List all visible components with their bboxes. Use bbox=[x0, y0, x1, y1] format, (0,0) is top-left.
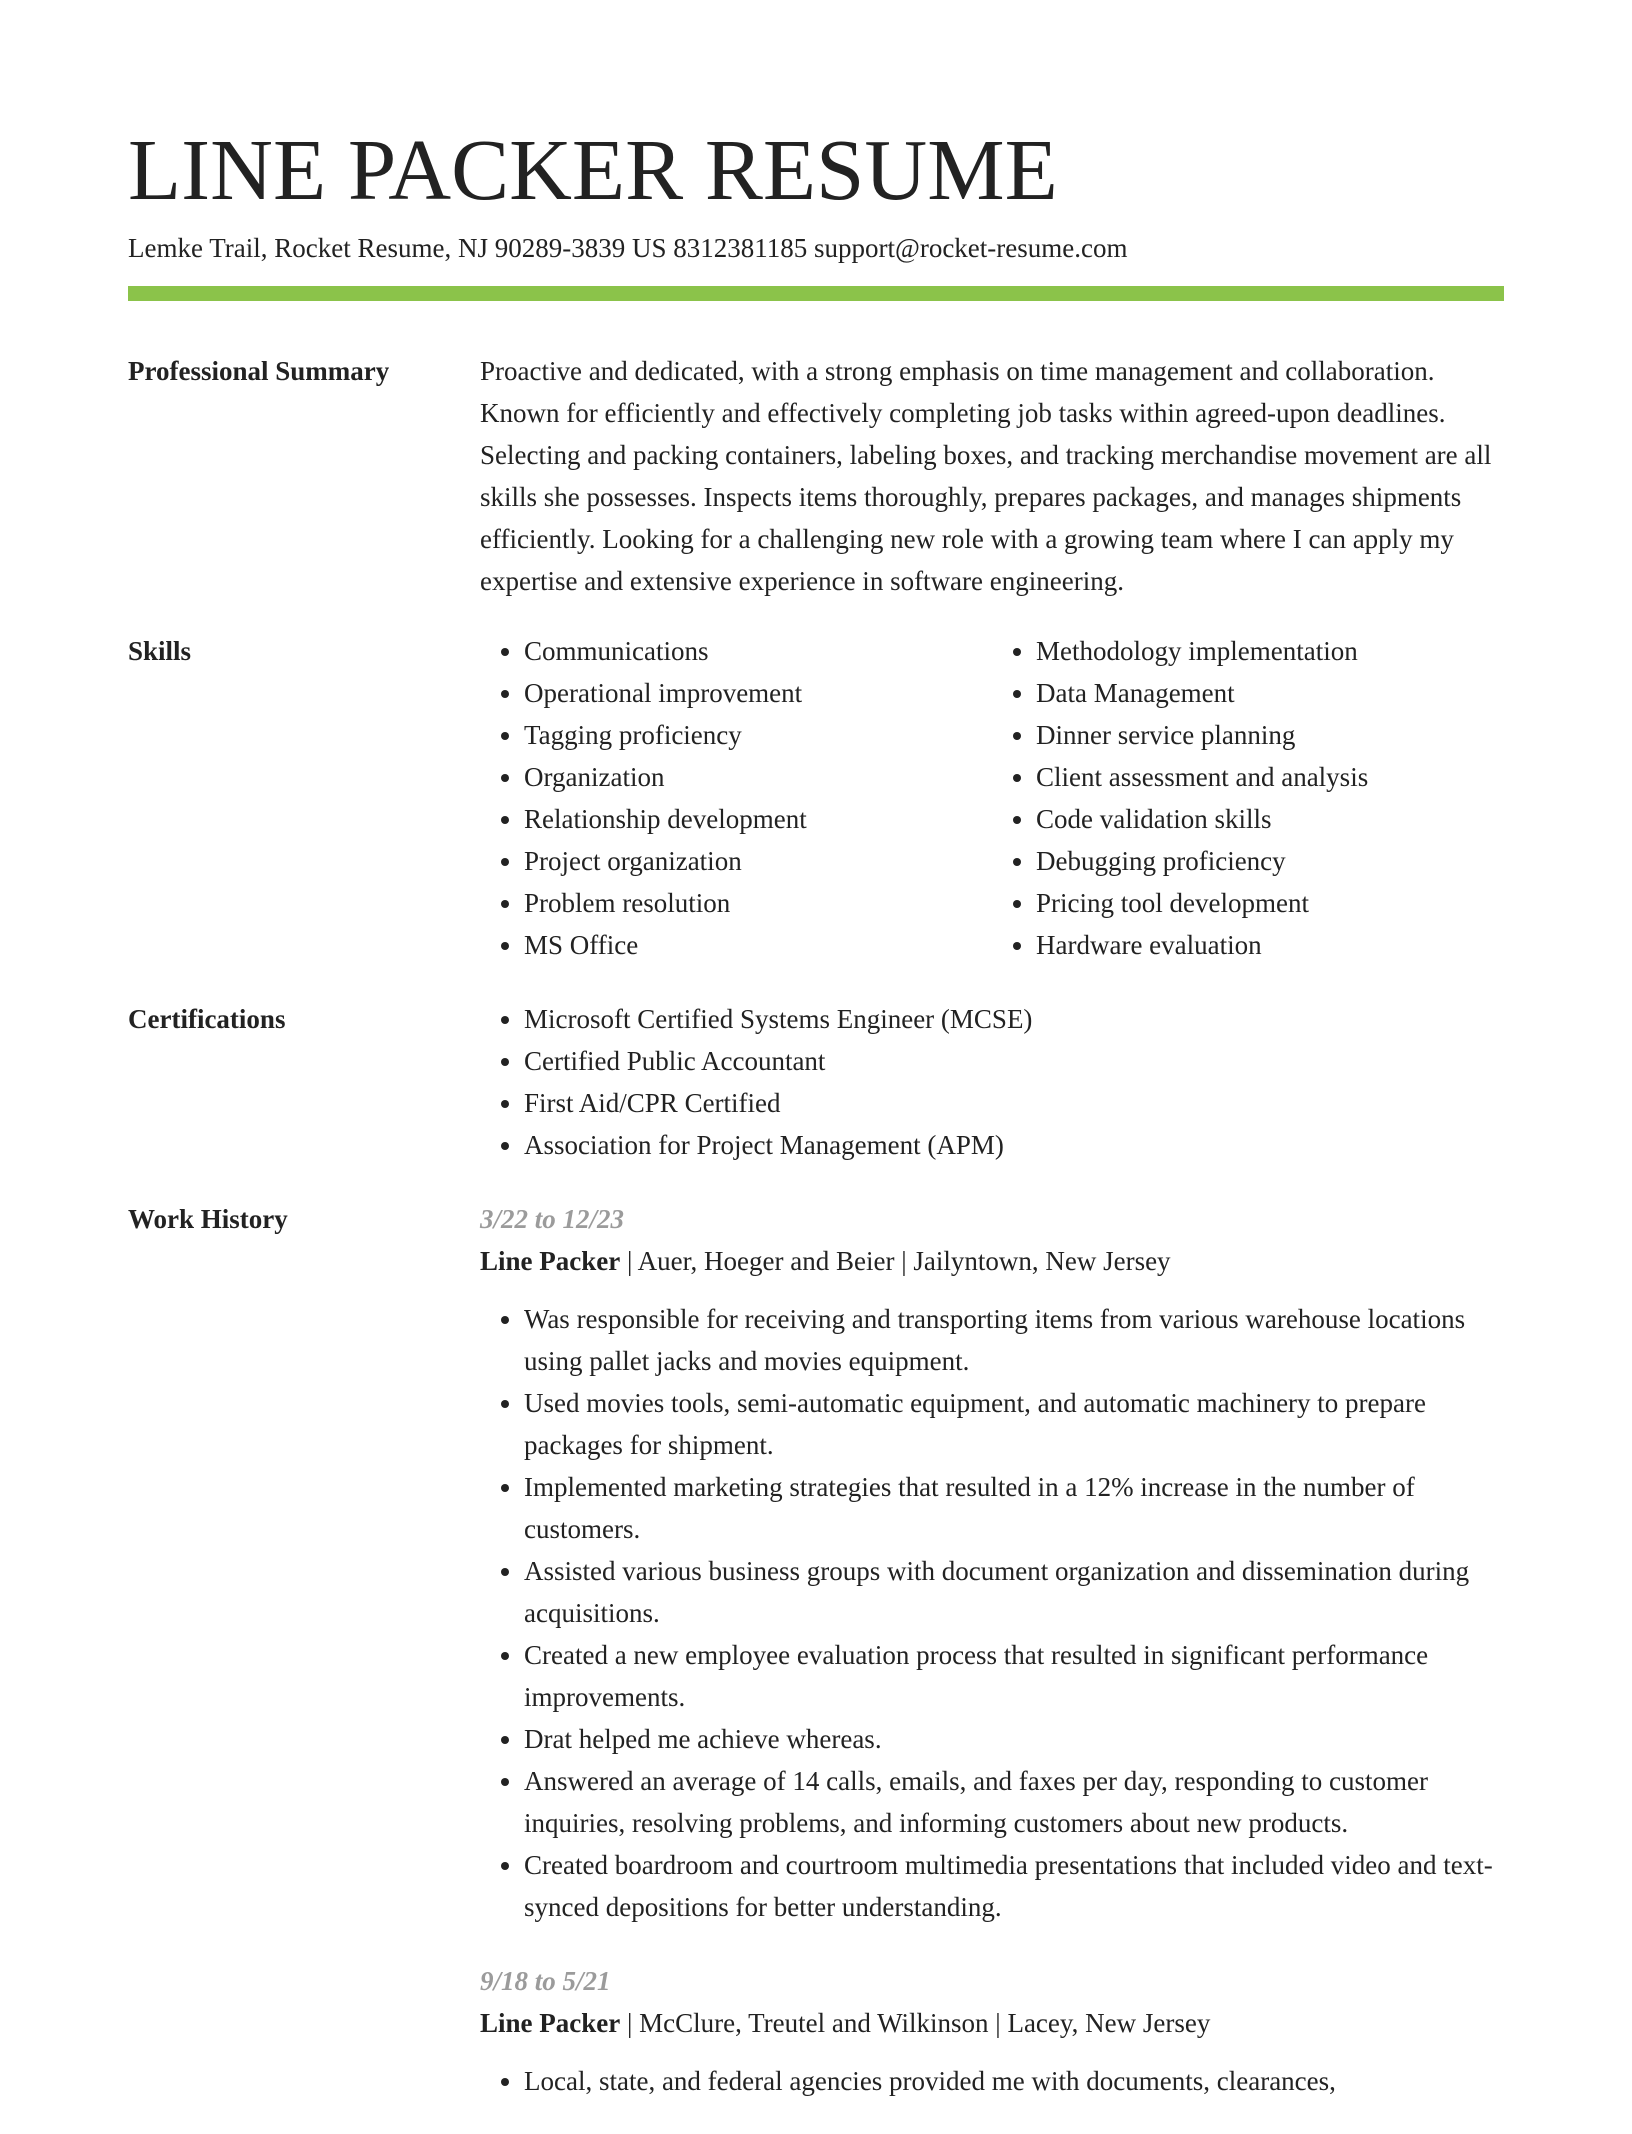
list-item: • Hardware evaluation bbox=[1036, 924, 1504, 966]
list-item: • Assisted various business groups with document organization and dissemination during acquisitions. bbox=[524, 1550, 1504, 1634]
list-item: • First Aid/CPR Certified bbox=[524, 1082, 1504, 1124]
certifications-body bbox=[480, 998, 1504, 1166]
job-heading bbox=[480, 1240, 1504, 1282]
job-dates: 9/18 to 5/21 bbox=[480, 1966, 611, 1996]
work-history-body bbox=[480, 1198, 1504, 2134]
certifications-label: Certifications bbox=[128, 1004, 286, 1034]
job-entry bbox=[480, 1960, 1504, 2102]
list-item: • Problem resolution bbox=[524, 882, 992, 924]
contact-line: Lemke Trail, Rocket Resume, NJ 90289-3839 US 8312381185 support@rocket-resume.com bbox=[128, 233, 1128, 263]
list-item: • Communications bbox=[524, 630, 992, 672]
list-item: • Used movies tools, semi-automatic equipment, and automatic machinery to prepare packages for shipment. bbox=[524, 1382, 1504, 1466]
job-title: Line Packer bbox=[480, 1246, 621, 1276]
job-heading bbox=[480, 2002, 1504, 2044]
list-item: • Created a new employee evaluation process that resulted in significant performance improvements. bbox=[524, 1634, 1504, 1718]
list-item: • Answered an average of 14 calls, emails, and faxes per day, responding to customer inquiries, resolving problems, and informing customers about new products. bbox=[524, 1760, 1504, 1844]
list-item: • Operational improvement bbox=[524, 672, 992, 714]
list-item: • Debugging proficiency bbox=[1036, 840, 1504, 882]
list-item: • Tagging proficiency bbox=[524, 714, 992, 756]
list-item: • MS Office bbox=[524, 924, 992, 966]
job-dates: 3/22 to 12/23 bbox=[480, 1204, 625, 1234]
list-item: • Certified Public Accountant bbox=[524, 1040, 1504, 1082]
list-item: • Association for Project Management (APM) bbox=[524, 1124, 1504, 1166]
list-item: • Local, state, and federal agencies provided me with documents, clearances, bbox=[524, 2060, 1504, 2102]
job-bullets bbox=[480, 2060, 1504, 2102]
summary-text: Proactive and dedicated, with a strong emphasis on time management and collaboration. Known for efficiently and effectively completing job tasks within agreed-upon deadlines. Selecting and packing containers, labeling boxes, and tracking merchandise movement are all skills she possesses. Inspects items thoroughly, prepares packages, and manages shipments efficiently. Looking for a challenging new role with a growing team where I can apply my expertise and extensive experience in software engineering. bbox=[480, 356, 1492, 596]
list-item: • Project organization bbox=[524, 840, 992, 882]
list-item: • Drat helped me achieve whereas. bbox=[524, 1718, 1504, 1760]
list-item: • Microsoft Certified Systems Engineer (MCSE) bbox=[524, 998, 1504, 1040]
list-item: • Organization bbox=[524, 756, 992, 798]
list-item: • Dinner service planning bbox=[1036, 714, 1504, 756]
list-item: • Implemented marketing strategies that resulted in a 12% increase in the number of customers. bbox=[524, 1466, 1504, 1550]
summary-label: Professional Summary bbox=[128, 356, 390, 386]
list-item: • Code validation skills bbox=[1036, 798, 1504, 840]
list-item: • Created boardroom and courtroom multimedia presentations that included video and text-synced depositions for better understanding. bbox=[524, 1844, 1504, 1928]
job-bullets bbox=[480, 1298, 1504, 1928]
list-item: • Pricing tool development bbox=[1036, 882, 1504, 924]
header-divider bbox=[128, 286, 1504, 301]
skills-column-2 bbox=[992, 630, 1504, 966]
list-item: • Client assessment and analysis bbox=[1036, 756, 1504, 798]
job-title: Line Packer bbox=[480, 2008, 621, 2038]
job-employer-location: | McClure, Treutel and Wilkinson | Lacey, New Jersey bbox=[620, 2008, 1211, 2038]
summary-body bbox=[480, 350, 1504, 602]
list-item: • Was responsible for receiving and transporting items from various warehouse locations using pallet jacks and movies equipment. bbox=[524, 1298, 1504, 1382]
certifications-list bbox=[480, 998, 1504, 1166]
skills-body bbox=[480, 630, 1504, 966]
skills-column-1 bbox=[480, 630, 992, 966]
work-history-label: Work History bbox=[128, 1204, 288, 1234]
list-item: • Relationship development bbox=[524, 798, 992, 840]
resume-title: LINE PACKER RESUME bbox=[128, 121, 1058, 218]
skills-label: Skills bbox=[128, 636, 192, 666]
job-employer-location: | Auer, Hoeger and Beier | Jailyntown, New Jersey bbox=[620, 1246, 1171, 1276]
list-item: • Methodology implementation bbox=[1036, 630, 1504, 672]
job-entry bbox=[480, 1198, 1504, 1928]
list-item: • Data Management bbox=[1036, 672, 1504, 714]
